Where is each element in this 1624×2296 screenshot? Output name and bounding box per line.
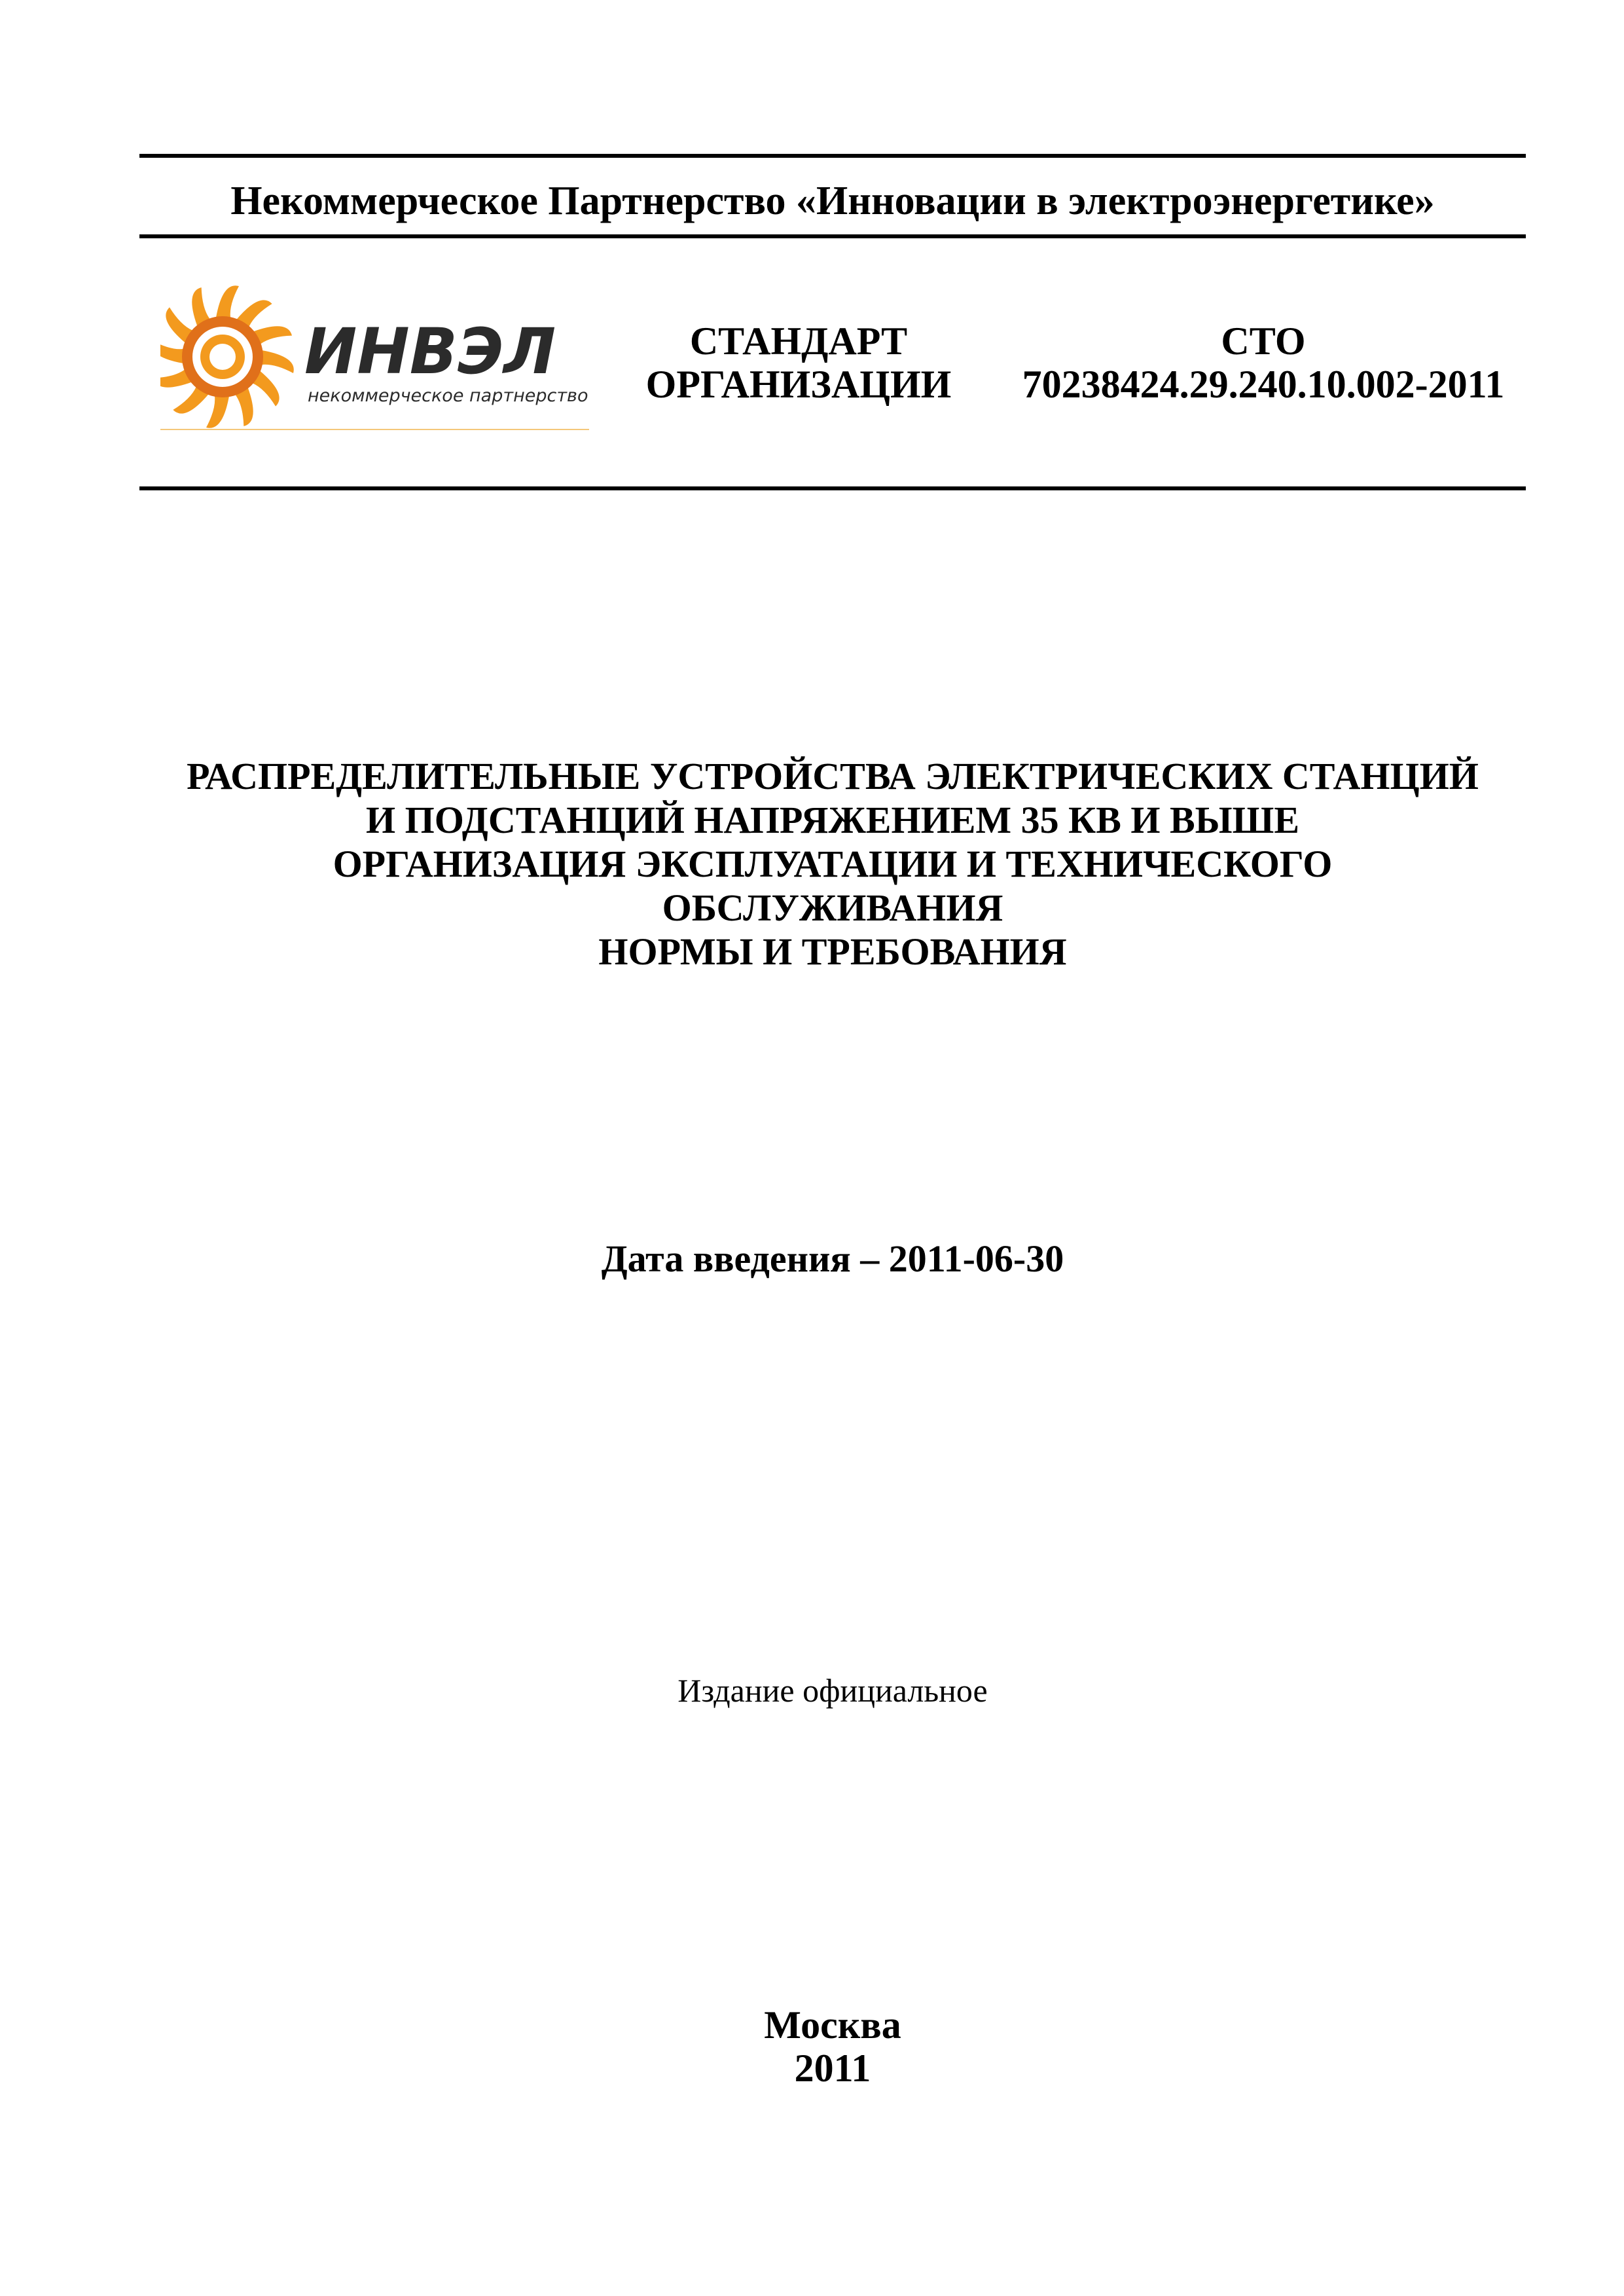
standard-number-line: 70238424.29.240.10.002-2011: [1022, 363, 1505, 406]
standard-number: [1001, 319, 1525, 406]
standard-number-line: СТО: [1221, 319, 1306, 363]
publication-place-year: [139, 2003, 1526, 2090]
title-line: И ПОДСТАНЦИЙ НАПРЯЖЕНИЕМ 35 КВ И ВЫШЕ: [365, 799, 1300, 841]
invel-logo: [160, 282, 592, 439]
title-line: ОРГАНИЗАЦИЯ ЭКСПЛУАТАЦИИ И ТЕХНИЧЕСКОГО: [333, 843, 1333, 885]
standard-label-line: ОРГАНИЗАЦИИ: [645, 363, 952, 406]
introduction-date: Дата введения – 2011-06-30: [601, 1237, 1064, 1280]
logo-wordmark: ИНВЭЛ: [304, 315, 556, 388]
logo-tagline: некоммерческое партнерство: [308, 386, 588, 406]
top-rule: [139, 154, 1526, 158]
standard-label-line: СТАНДАРТ: [689, 319, 908, 363]
invel-sun-logo-icon: [160, 282, 592, 439]
publication-year: 2011: [794, 2047, 871, 2090]
title-line: НОРМЫ И ТРЕБОВАНИЯ: [598, 930, 1067, 973]
standard-label: [628, 319, 969, 406]
header-rule: [139, 234, 1526, 238]
title-line: ОБСЛУЖИВАНИЯ: [662, 886, 1003, 929]
organization-name: Некоммерческое Партнерство «Инновации в электроэнергетике»: [230, 179, 1435, 223]
document-title: [139, 754, 1526, 974]
title-line: РАСПРЕДЕЛИТЕЛЬНЫЕ УСТРОЙСТВА ЭЛЕКТРИЧЕСКИХ СТАНЦИЙ: [187, 755, 1479, 797]
edition-note: Издание официальное: [677, 1672, 988, 1709]
publication-city: Москва: [764, 2003, 901, 2047]
header-bottom-rule: [139, 486, 1526, 490]
